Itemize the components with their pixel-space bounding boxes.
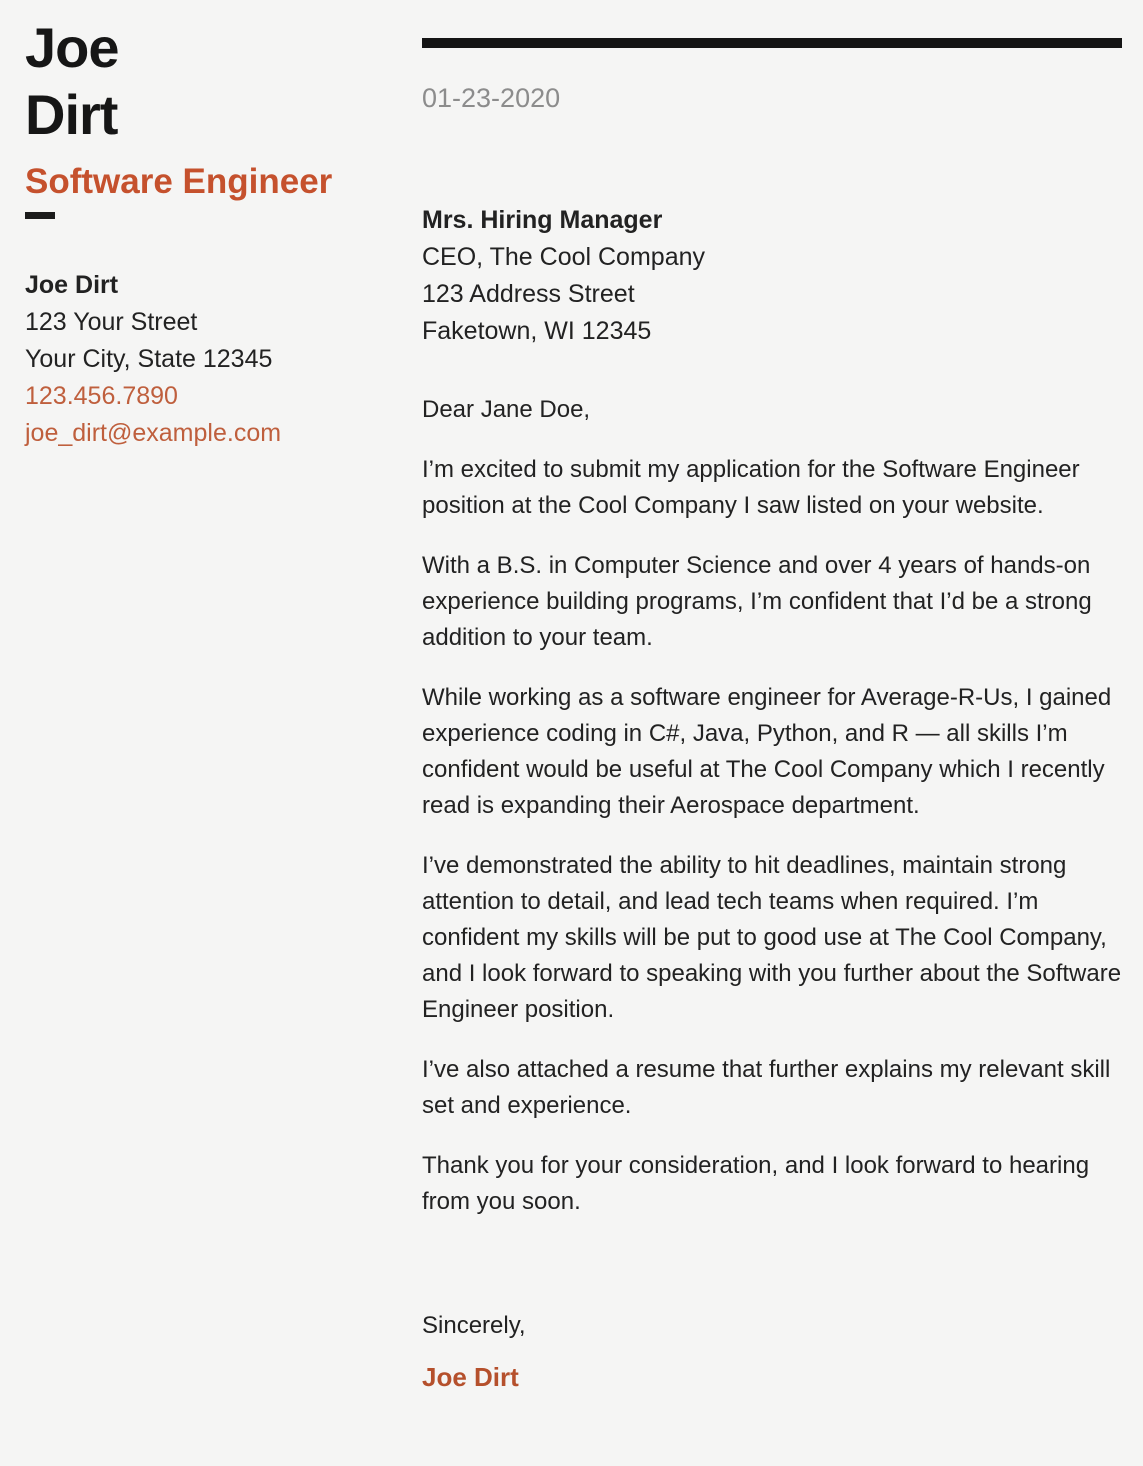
phone-link[interactable]: 123.456.7890	[25, 382, 178, 410]
sidebar	[25, 14, 395, 452]
divider-dash	[25, 212, 55, 219]
recipient-title-company: CEO, The Cool Company	[422, 243, 705, 271]
letter-paragraph-5: I’ve also attached a resume that further explains my relevant skill set and experience.	[422, 1056, 1111, 1119]
signature: Joe Dirt	[422, 1362, 519, 1392]
applicant-first-name: Joe	[25, 16, 119, 79]
job-title: Software Engineer	[25, 162, 333, 201]
letter-date: 01-23-2020	[422, 83, 561, 113]
letter-body	[422, 38, 1122, 1396]
letter-paragraph-3: While working as a software engineer for Average-R-Us, I gained experience coding in C#, Java, Python, and R — all skills I’m confident would be useful at The Cool Company which I recently read is expanding their Aerospace department.	[422, 684, 1112, 819]
contact-name: Joe Dirt	[25, 271, 119, 299]
applicant-last-name: Dirt	[25, 83, 118, 146]
letter-paragraph-2: With a B.S. in Computer Science and over 4 years of hands-on experience building programs, I’m confident that I’d be a strong addition to your team.	[422, 552, 1092, 651]
contact-address-line1: 123 Your Street	[25, 308, 198, 336]
email-link[interactable]: joe_dirt@example.com	[25, 419, 282, 447]
contact-address-line2: Your City, State 12345	[25, 345, 273, 373]
letter-paragraph-6: Thank you for your consideration, and I look forward to hearing from you soon.	[422, 1152, 1090, 1215]
recipient-address-line2: Faketown, WI 12345	[422, 317, 652, 345]
letter-paragraph-1: I’m excited to submit my application for the Software Engineer position at the Cool Company I saw listed on your website.	[422, 456, 1080, 519]
letter-paragraph-4: I’ve demonstrated the ability to hit deadlines, maintain strong attention to detail, and lead tech teams when required. I’m confident my skills will be put to good use at The Cool Company, and I look forward to speaking with you further about the Software Engineer position.	[422, 852, 1122, 1023]
header-rule	[422, 38, 1122, 48]
closing: Sincerely,	[422, 1312, 526, 1339]
salutation: Dear Jane Doe,	[422, 396, 591, 423]
recipient-block	[422, 202, 1122, 350]
recipient-name: Mrs. Hiring Manager	[422, 206, 663, 234]
contact-block	[25, 267, 395, 452]
recipient-address-line1: 123 Address Street	[422, 280, 635, 308]
applicant-name	[25, 14, 395, 148]
